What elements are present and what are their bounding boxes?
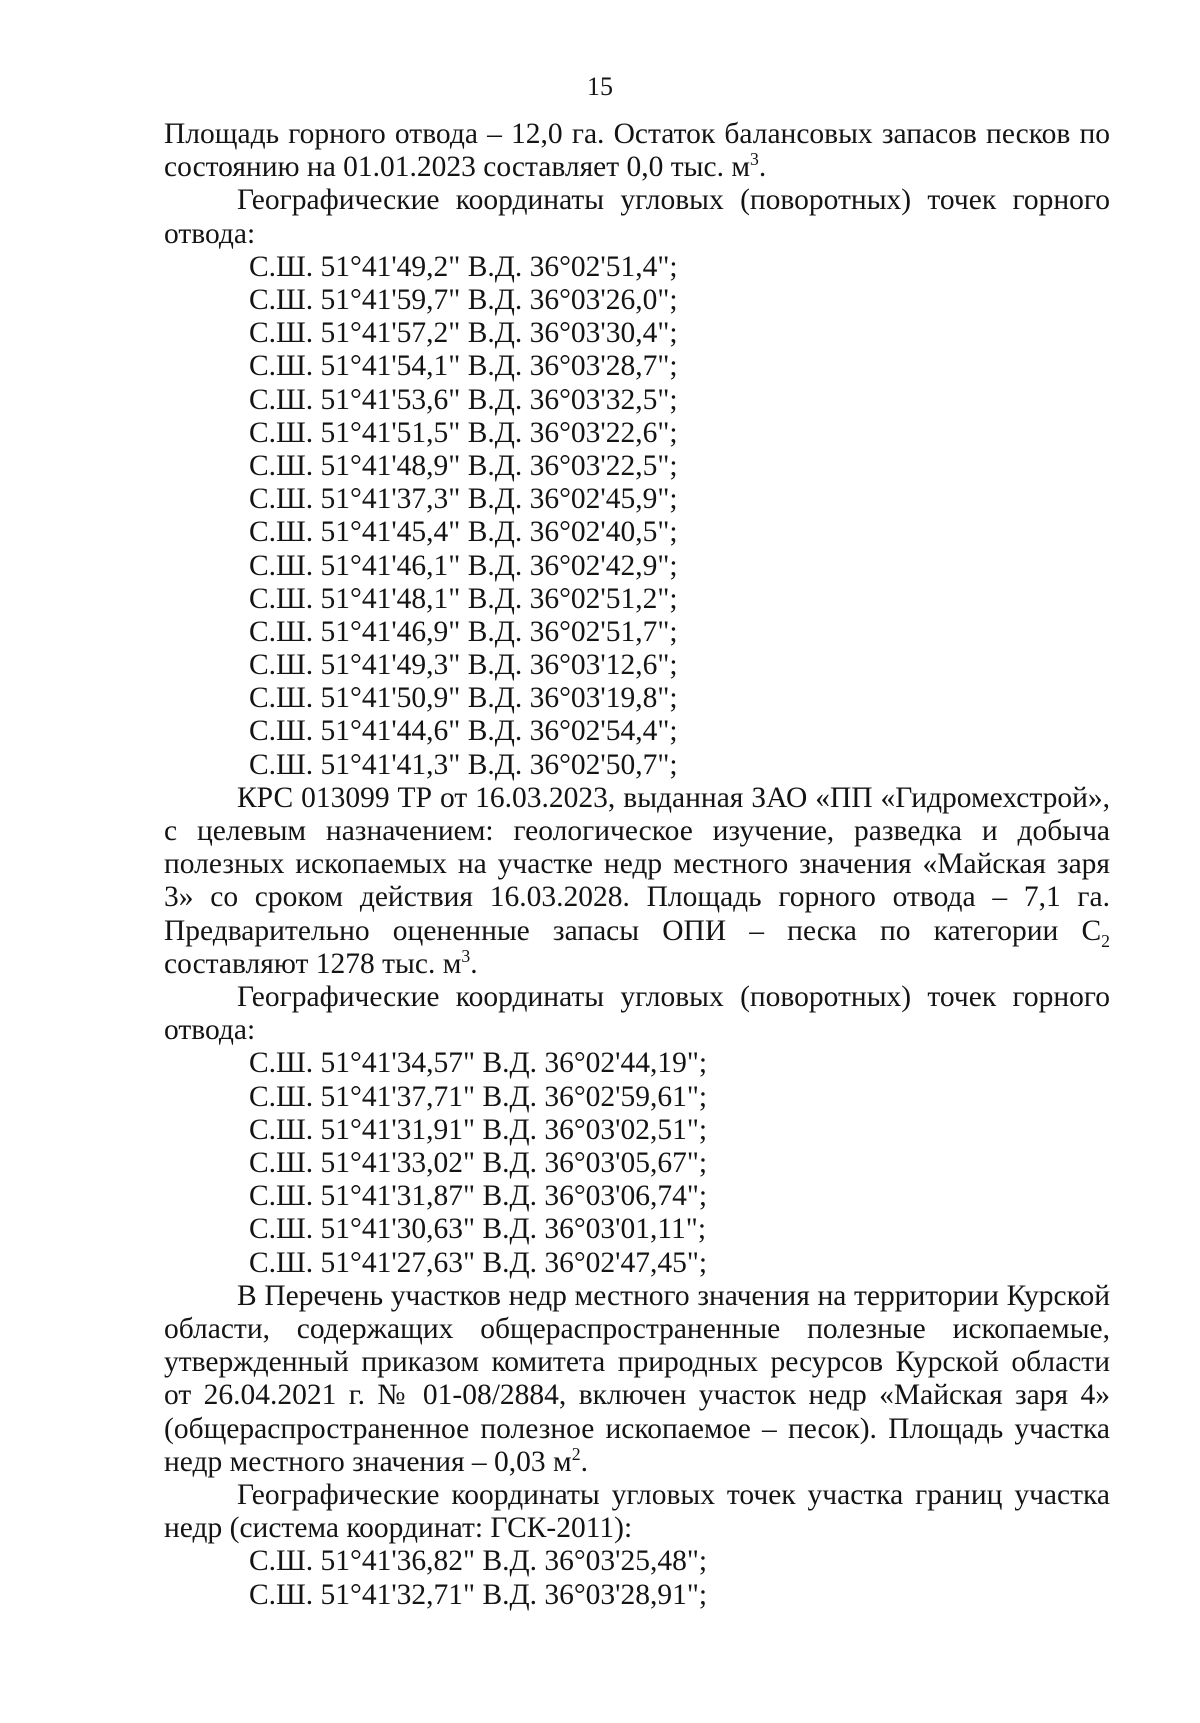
coordinate-line: С.Ш. 51°41'31,91" В.Д. 36°03'02,51"; xyxy=(249,1113,708,1146)
coordinate-line: С.Ш. 51°41'51,5" В.Д. 36°03'22,6"; xyxy=(249,416,678,449)
coords-heading: Географические координаты угловых (поворотных) точек горного отвода: xyxy=(164,981,1110,1047)
coordinate-line: С.Ш. 51°41'37,71" В.Д. 36°02'59,61"; xyxy=(249,1080,708,1113)
coordinate-line: С.Ш. 51°41'48,1" В.Д. 36°02'51,2"; xyxy=(249,582,678,615)
coordinate-line: С.Ш. 51°41'34,57" В.Д. 36°02'44,19"; xyxy=(249,1047,708,1080)
coordinate-line: С.Ш. 51°41'48,9" В.Д. 36°03'22,5"; xyxy=(249,449,678,482)
coordinate-line: С.Ш. 51°41'54,1" В.Д. 36°03'28,7"; xyxy=(249,350,678,383)
coordinate-list xyxy=(164,1047,1110,1279)
paragraph-tail: . xyxy=(758,151,767,184)
coordinate-line: С.Ш. 51°41'32,71" В.Д. 36°03'28,91"; xyxy=(249,1578,708,1611)
coordinate-line: С.Ш. 51°41'46,1" В.Д. 36°02'42,9"; xyxy=(249,549,678,582)
paragraph-text: Площадь горного отвода – 12,0 га. Остаток балансовых запасов песков по состоянию на 01.01.2023 составляет 0,0 тыс. м xyxy=(164,118,1110,184)
coordinate-line: С.Ш. 51°41'53,6" В.Д. 36°03'32,5"; xyxy=(249,383,678,416)
coordinate-line: С.Ш. 51°41'33,02" В.Д. 36°03'05,67"; xyxy=(249,1147,708,1179)
coordinate-line: С.Ш. 51°41'41,3" В.Д. 36°02'50,7"; xyxy=(249,748,678,781)
paragraph-subsoil-list xyxy=(164,1280,1110,1479)
paragraph-mining-area-summary xyxy=(164,118,1110,184)
coordinate-line: С.Ш. 51°41'36,82" В.Д. 36°03'25,48"; xyxy=(249,1545,708,1578)
coordinate-line: С.Ш. 51°41'57,2" В.Д. 36°03'30,4"; xyxy=(249,317,678,350)
superscript: 2 xyxy=(571,1443,581,1464)
coordinate-line: С.Ш. 51°41'31,87" В.Д. 36°03'06,74"; xyxy=(249,1180,708,1213)
paragraph-text-continued: составляют 1278 тыс. м xyxy=(164,947,462,980)
paragraph-license-krs xyxy=(164,782,1110,981)
coords-heading: Географические координаты угловых (поворотных) точек горного отвода: xyxy=(164,184,1110,250)
document-body xyxy=(164,118,1110,1612)
coordinate-line: С.Ш. 51°41'44,6" В.Д. 36°02'54,4"; xyxy=(249,715,678,748)
paragraph-text: В Перечень участков недр местного значения на территории Курской области, содержащих общераспространенные полезные ископаемые, утвержденный приказом комитета природных ресурсов Курской области от 26.04.2021 г. № 01-08/2884, включен участок недр «Майская заря 4» (общераспространенное полезное ископаемое – песок). Площадь участка недр местного значения – 0,03 м xyxy=(164,1279,1110,1478)
coordinate-line: С.Ш. 51°41'49,3" В.Д. 36°03'12,6"; xyxy=(249,649,678,682)
coordinate-line: С.Ш. 51°41'50,9" В.Д. 36°03'19,8"; xyxy=(249,682,678,715)
paragraph-tail: . xyxy=(580,1445,588,1478)
paragraph-tail: . xyxy=(470,947,478,980)
coordinate-list xyxy=(164,1545,1110,1611)
coordinate-list xyxy=(164,251,1110,782)
coordinate-line: С.Ш. 51°41'27,63" В.Д. 36°02'47,45"; xyxy=(249,1246,708,1279)
coordinate-line: С.Ш. 51°41'45,4" В.Д. 36°02'40,5"; xyxy=(249,516,678,549)
coordinate-line: С.Ш. 51°41'30,63" В.Д. 36°03'01,11"; xyxy=(249,1213,707,1246)
page-number: 15 xyxy=(587,72,613,101)
subscript: 2 xyxy=(1101,930,1110,951)
coordinate-line: С.Ш. 51°41'59,7" В.Д. 36°03'26,0"; xyxy=(249,284,678,316)
coordinate-line: С.Ш. 51°41'37,3" В.Д. 36°02'45,9"; xyxy=(249,483,678,516)
coords-heading: Географические координаты угловых точек участка границ участка недр (система координат: ГСК-2011): xyxy=(164,1478,1110,1545)
superscript: 3 xyxy=(461,946,471,966)
coordinate-line: С.Ш. 51°41'46,9" В.Д. 36°02'51,7"; xyxy=(249,615,678,648)
coordinate-line: С.Ш. 51°41'49,2" В.Д. 36°02'51,4"; xyxy=(249,250,678,283)
paragraph-text: КРС 013099 ТР от 16.03.2023, выданная ЗАО «ПП «Гидромехстрой», с целевым назначением: геологическое изучение, разведка и добыча полезных ископаемых на участке недр местного значения «Майская заря 3» со сроком действия 16.03.2028. Площадь горного отвода – 7,1 га. Предварительно оцененные запасы ОПИ – песка по категории С xyxy=(164,781,1110,947)
superscript: 3 xyxy=(749,149,759,170)
